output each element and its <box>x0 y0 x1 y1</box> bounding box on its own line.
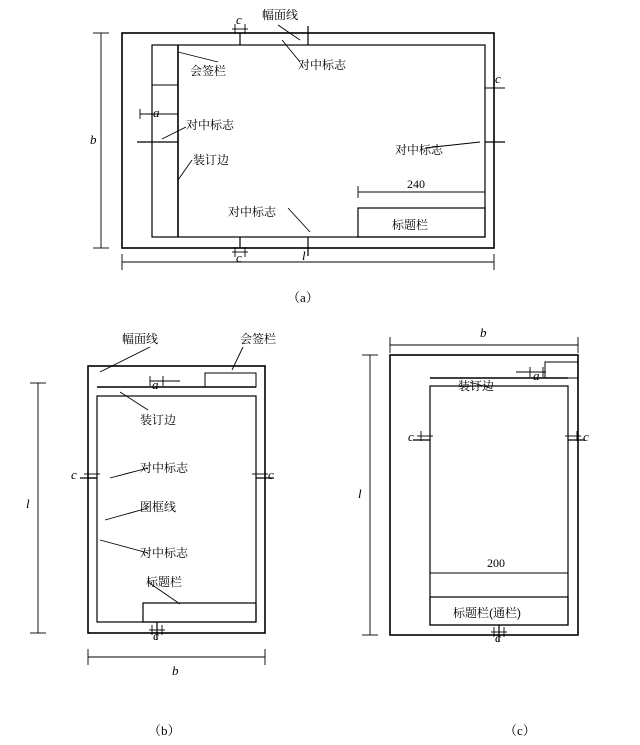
dim-a-a: a <box>153 105 160 120</box>
dim-c-c-right: c <box>583 429 589 444</box>
caption-c: （c） <box>504 723 536 738</box>
dim-b-c-bottom: c <box>153 628 159 643</box>
dim-a-240: 240 <box>407 177 425 191</box>
dim-c-c-left: c <box>408 429 414 444</box>
dim-a-c-right: c <box>495 71 501 86</box>
label-a-duizhong-right: 对中标志 <box>395 143 444 157</box>
dim-b-b: b <box>172 663 179 678</box>
label-a-fumianxian: 幅面线 <box>262 8 299 22</box>
dim-b-l: l <box>26 496 30 511</box>
dim-c-a: a <box>533 368 540 383</box>
label-b-duizhong-2: 对中标志 <box>140 546 189 560</box>
dim-c-l: l <box>358 486 362 501</box>
label-a-duizhong-top: 对中标志 <box>298 58 347 72</box>
label-b-zhuangdingbian: 装订边 <box>140 413 177 427</box>
label-b-tukuangxian: 图框线 <box>140 500 177 514</box>
dim-b-a: a <box>152 377 159 392</box>
label-a-duizhong-left: 对中标志 <box>186 118 235 132</box>
label-a-biaotilan: 标题栏 <box>392 218 429 232</box>
label-b-fumianxian: 幅面线 <box>122 332 159 346</box>
label-a-zhuangdingbian: 装订边 <box>193 153 230 167</box>
label-b-duizhong-1: 对中标志 <box>140 461 189 475</box>
dim-a-b: b <box>90 132 97 147</box>
dim-c-b: b <box>480 325 487 340</box>
dim-c-c-bottom: c <box>495 630 501 645</box>
dim-a-c-top: c <box>236 12 242 27</box>
caption-b: （b） <box>148 723 181 738</box>
dim-c-200: 200 <box>487 556 505 570</box>
label-a-huiqianlan: 会签栏 <box>190 64 227 78</box>
label-a-duizhong-bottom: 对中标志 <box>228 205 277 219</box>
caption-a: （a） <box>287 290 319 305</box>
dim-a-l: l <box>302 248 306 263</box>
label-b-biaotilan: 标题栏 <box>146 575 183 589</box>
dim-b-c-left: c <box>71 467 77 482</box>
dim-b-c-right: c <box>268 467 274 482</box>
label-c-zhuangdingbian: 装订边 <box>458 379 495 393</box>
label-c-biaotilan: 标题栏(通栏) <box>453 606 521 620</box>
dim-a-c-bottom: c <box>236 250 242 265</box>
label-b-huiqianlan: 会签栏 <box>240 332 277 346</box>
